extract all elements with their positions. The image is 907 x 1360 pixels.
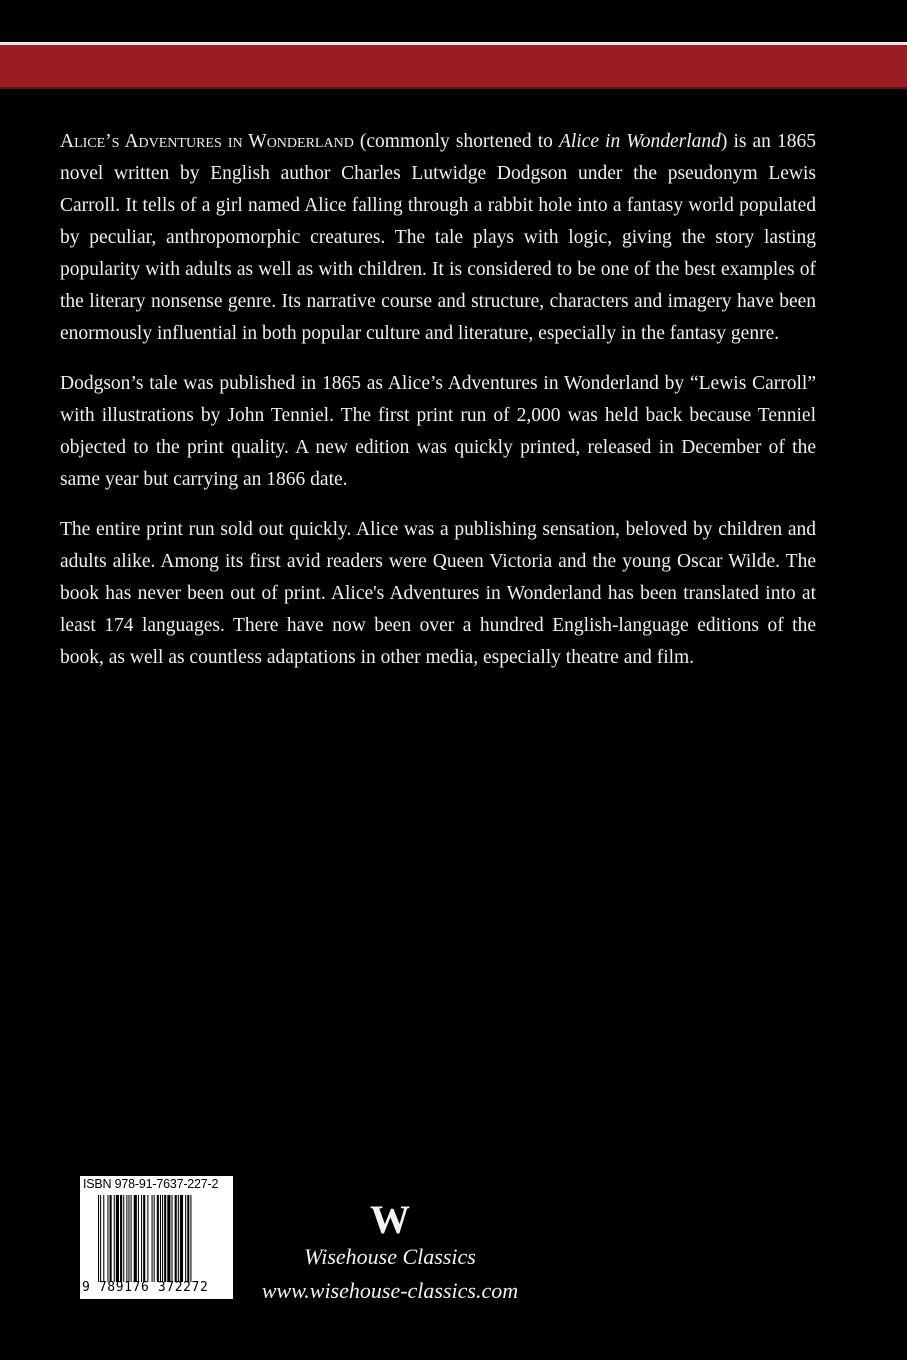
barcode-bar [175,1195,177,1282]
barcode-bar [116,1195,119,1282]
barcode-bar [164,1195,166,1282]
barcode-bar [143,1195,145,1282]
blurb-text [60,126,816,692]
barcode-bar [114,1195,115,1282]
barcode-bar [157,1195,159,1282]
publisher-name: Wisehouse Classics [304,1244,476,1269]
barcode-bar [180,1195,183,1282]
publisher-logo: W [370,1197,410,1242]
barcode-bar [138,1195,139,1282]
blurb-paragraph-1: Alice’s Adventures in Wonderland (commonly shortened to Alice in Wonderland) is an 1865 novel written by English author Charles Lutwidge Dodgson under the pseudonym Lewis Carroll. It tells of a girl named Alice falling through a rabbit hole into a fantasy world populated by peculiar, anthropomorphic creatures. The tale plays with logic, giving the story lasting popularity with adults as well as with children. It is considered to be one of the best examples of the literary nonsense genre. Its narrative course and structure, characters and imagery have been enormously influential in both popular culture and literature, especially in the fantasy genre. [60,131,816,344]
barcode-bar [154,1195,155,1282]
blurb-paragraph-2: Dodgson’s tale was published in 1865 as Alice’s Adventures in Wonderland by “Lewis Carroll” with illustrations by John Tenniel. The first print run of 2,000 was held back because Tenniel objected to the print quality. A new edition was quickly printed, released in December of the same year but carrying an 1866 date. [60,373,816,490]
red-band-shadow [0,87,907,89]
barcode-bar [98,1195,99,1282]
barcode-bar [172,1195,173,1282]
barcode-bar [126,1195,127,1282]
barcode-bar [187,1195,189,1282]
barcode-digits: 9 789176 372272 [82,1280,209,1295]
barcode-bar [167,1195,170,1282]
barcode-bar [147,1195,148,1282]
barcode-bar [141,1195,142,1282]
red-band [0,45,907,87]
barcode-bar [162,1195,163,1282]
barcode-bars [98,1195,230,1282]
isbn-barcode [80,1176,233,1299]
barcode-bar [128,1195,129,1282]
short-title: Alice in Wonderland [558,131,721,152]
barcode-bar [152,1195,153,1282]
barcode-bar [160,1195,161,1282]
publisher-url[interactable]: www.wisehouse-classics.com [261,1278,519,1303]
barcode-bar [103,1195,104,1282]
barcode-bar [185,1195,186,1282]
barcode-bar [100,1195,101,1282]
blurb-paragraph-3: The entire print run sold out quickly. Alice was a publishing sensation, beloved by children and adults alike. Among its first avid readers were Queen Victoria and the young Oscar Wilde. The book has never been out of print. Alice's Adventures in Wonderland has been translated into at least 174 languages. There have now been over a hundred English-language editions of the book, as well as countless adaptations in other media, especially theatre and film. [60,519,816,668]
barcode-bar [190,1195,191,1282]
isbn-label: ISBN 978-91-7637-227-2 [83,1177,219,1191]
book-title-smallcaps: Alice’s Adventures in Wonderland [60,131,354,152]
barcode-bar [123,1195,124,1282]
barcode-bar [107,1195,108,1282]
barcode-bar [110,1195,112,1282]
barcode-bar [131,1195,132,1282]
publisher-block [250,1197,530,1304]
barcode-bar [134,1195,137,1282]
barcode-bar [120,1195,122,1282]
barcode-bar [178,1195,179,1282]
